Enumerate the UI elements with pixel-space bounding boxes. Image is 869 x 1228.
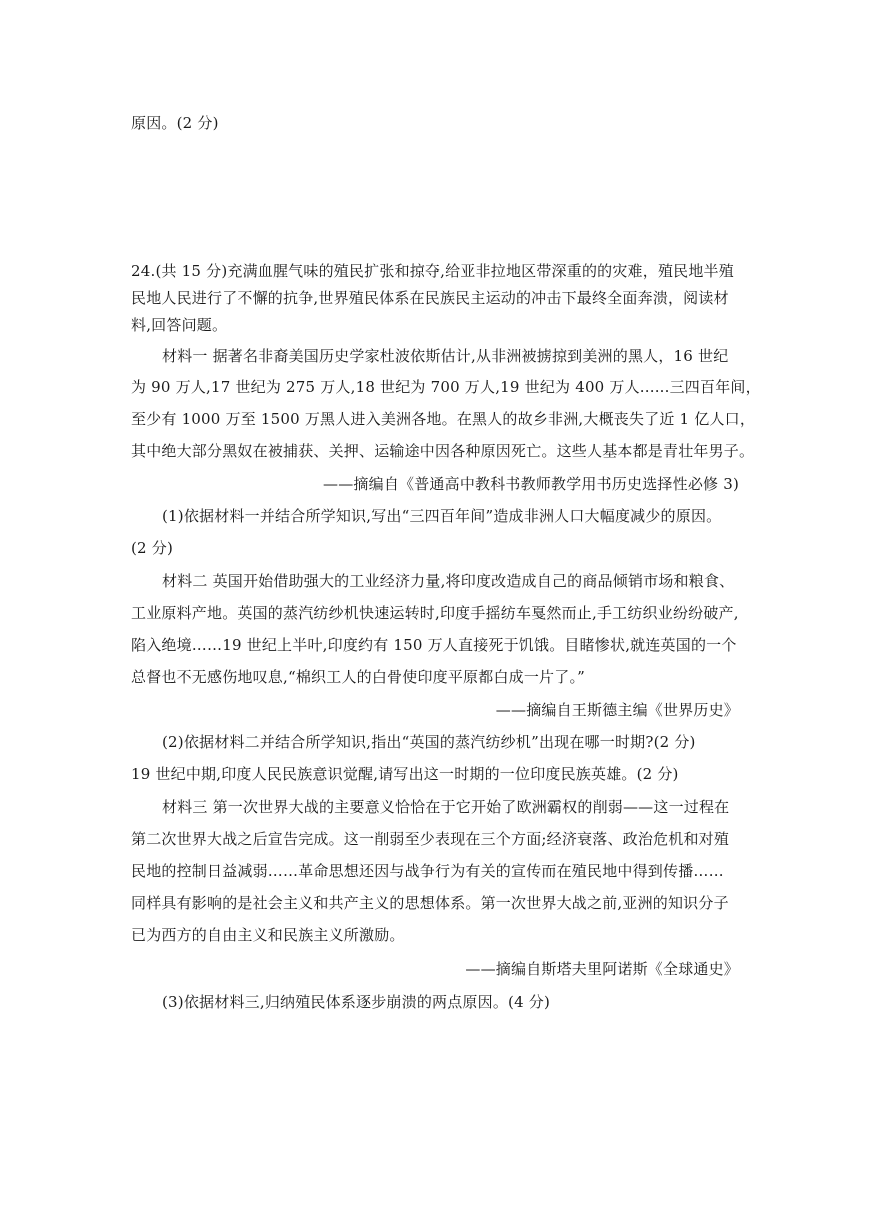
q24-intro-line-2: 民地人民进行了不懈的抗争,世界殖民体系在民族民主运动的冲击下最终全面奔溃，阅读材 (131, 289, 729, 307)
material1-line-2: 为 90 万人,17 世纪为 275 万人,18 世纪为 700 万人,19 世纪为 400 万人......三四百年间， (131, 378, 761, 396)
material3-line-2: 第二次世界大战之后宣告完成。这一削弱至少表现在三个方面;经济衰落、政治危机和对殖 (131, 830, 730, 848)
material1-source: ——摘编自《普通高中教科书教师教学用书历史选择性必修 3) (323, 475, 739, 493)
material2-source: ——摘编自王斯德主编《世界历史》 (495, 701, 739, 719)
q24-intro-line-3: 料,回答问题。 (131, 316, 228, 334)
material3-source: ——摘编自斯塔夫里阿诺斯《全球通史》 (465, 960, 739, 978)
prev-question-tail: 原因。(2 分) (131, 114, 219, 132)
material1-line-1: 材料一 据著名非裔美国历史学家杜波依斯估计,从非洲被掳掠到美洲的黑人，16 世纪 (162, 347, 729, 365)
q2-line-2: 19 世纪中期,印度人民民族意识觉醒,请写出这一时期的一位印度民族英雄。(2 分) (131, 765, 679, 783)
material2-line-3: 陷入绝境……19 世纪上半叶,印度约有 150 万人直接死于饥饿。目睹惨状,就连英国的一个 (131, 636, 737, 654)
material3-line-3: 民地的控制日益减弱……革命思想还因与战争行为有关的宣传而在殖民地中得到传播…… (131, 862, 724, 880)
material3-line-5: 已为西方的自由主义和民族主义所激励。 (131, 926, 405, 944)
q24-intro-line-1: 24.(共 15 分)充满血腥气味的殖民扩张和掠夺,给亚非拉地区带深重的的灾难，殖民地半殖 (131, 262, 734, 280)
q2-line-1: (2)依据材料二并结合所学知识,指出“英国的蒸汽纺纱机”出现在哪一时期?(2 分) (162, 733, 696, 751)
material2-line-2: 工业原料产地。英国的蒸汽纺纱机快速运转时,印度手摇纺车戛然而止,手工纺织业纷纷破产, (131, 604, 739, 622)
material3-line-4: 同样具有影响的是社会主义和共产主义的思想体系。第一次世界大战之前,亚洲的知识分子 (131, 894, 729, 912)
material2-line-4: 总督也不无感伤地叹息,“棉织工人的白骨使印度平原都白成一片了。” (131, 668, 586, 686)
material2-line-1: 材料二 英国开始借助强大的工业经济力量,将印度改造成自己的商品倾销市场和粮食、 (162, 572, 735, 590)
q3-line: (3)依据材料三,归纳殖民体系逐步崩溃的两点原因。(4 分) (162, 993, 551, 1011)
material3-line-1: 材料三 第一次世界大战的主要意义恰恰在于它开始了欧洲霸权的削弱——这一过程在 (162, 798, 730, 816)
q1-line-1: (1)依据材料一并结合所学知识,写出“三四百年间”造成非洲人口大幅度减少的原因。 (162, 507, 722, 525)
q1-line-2: (2 分) (131, 539, 174, 557)
material1-line-4: 其中绝大部分黑奴在被捕获、关押、运输途中因各种原因死亡。这些人基本都是青壮年男子。 (131, 442, 755, 460)
material1-line-3: 至少有 1000 万至 1500 万黑人进入美洲各地。在黑人的故乡非洲,大概丧失了近 1 亿人口， (131, 410, 756, 428)
